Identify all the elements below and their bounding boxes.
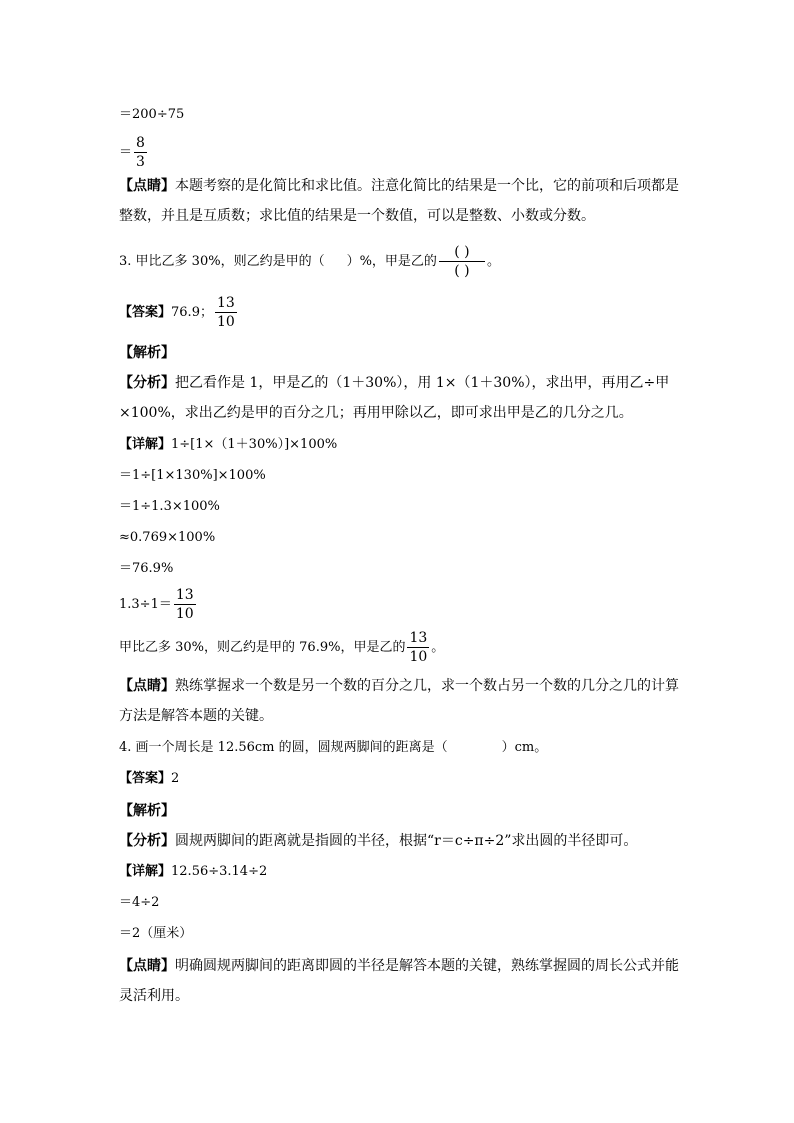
analysis-header-3 xyxy=(119,344,175,362)
tag: 【答案】 xyxy=(119,771,172,786)
numerator: 8 xyxy=(136,135,145,151)
blank-top: ( ) xyxy=(454,244,470,260)
detail-3-line-3 xyxy=(119,498,220,516)
calc-line-1 xyxy=(119,106,184,124)
tip1-line-b xyxy=(119,207,595,225)
text: 【解析】 xyxy=(119,803,175,819)
tag: 【答案】 xyxy=(119,305,172,320)
text: 2 xyxy=(171,771,180,786)
text: 【解析】 xyxy=(119,345,175,361)
denominator: 3 xyxy=(136,154,145,170)
detail-3-line-1 xyxy=(119,436,337,454)
text: ＝76.9% xyxy=(119,561,174,576)
numerator: 13 xyxy=(216,295,235,311)
text: 。 xyxy=(431,640,445,655)
detail-4-line-2 xyxy=(119,894,159,912)
text: 整数，并且是互质数；求比值的结果是一个数值，可以是整数、小数或分数。 xyxy=(119,208,595,224)
fraction-13-10 xyxy=(174,588,196,621)
fraction-13-10 xyxy=(407,631,429,664)
text: ）cm。 xyxy=(501,740,548,755)
text: ＝1÷[1×130%]×100% xyxy=(119,468,266,483)
analysis-3-line-b xyxy=(119,404,633,422)
question-4 xyxy=(119,739,547,757)
blank-fraction xyxy=(439,245,485,278)
text: 1÷[1×（1＋30%）]×100% xyxy=(171,437,338,452)
analysis-4 xyxy=(119,832,637,850)
fraction-bar xyxy=(174,604,196,605)
tag: 【分析】 xyxy=(119,833,175,849)
detail-3-line-7 xyxy=(119,631,444,664)
denominator: 10 xyxy=(175,606,194,622)
text: 12.56÷3.14÷2 xyxy=(171,864,268,879)
tag: 【点睛】 xyxy=(119,958,175,974)
answer-3 xyxy=(119,296,239,329)
fraction-8-3 xyxy=(134,136,147,169)
fraction-bar xyxy=(215,312,237,313)
tag: 【详解】 xyxy=(119,437,172,452)
text: ×100%，求出乙约是甲的百分之几；再用甲除以乙，即可求出甲是乙的几分之几。 xyxy=(119,405,633,421)
tag: 【点睛】 xyxy=(119,178,175,194)
text: ＝4÷2 xyxy=(119,895,160,910)
detail-4-line-3 xyxy=(119,925,192,943)
text: 甲比乙多 30%，则乙约是甲的 76.9%，甲是乙的 xyxy=(119,640,406,655)
detail-3-line-2 xyxy=(119,467,266,485)
text: 4. 画一个周长是 12.56cm 的圆，圆规两脚间的距离是（ xyxy=(119,740,448,755)
calc-line-2 xyxy=(119,136,149,169)
tip4-line-b xyxy=(119,987,189,1005)
fraction-13-10 xyxy=(215,296,237,329)
tag: 【详解】 xyxy=(119,864,172,879)
text: 76.9； xyxy=(171,305,213,320)
text: 明确圆规两脚间的距离即圆的半径是解答本题的关键，熟练掌握圆的周长公式并能 xyxy=(175,958,679,974)
text: 1.3÷1＝ xyxy=(119,597,172,612)
denominator: 10 xyxy=(216,314,235,330)
text: ＝200÷75 xyxy=(119,107,185,122)
text: 。 xyxy=(486,254,500,269)
text: 3. 甲比乙多 30%，则乙约是甲的（ xyxy=(119,254,325,269)
question-3 xyxy=(119,245,500,278)
tag: 【点睛】 xyxy=(119,678,175,694)
tip4-line-a xyxy=(119,957,679,975)
answer-4 xyxy=(119,770,179,788)
tip1-line-a xyxy=(119,177,679,195)
text: 圆规两脚间的距离就是指圆的半径，根据“r＝c÷π÷2”求出圆的半径即可。 xyxy=(175,833,638,849)
text: 方法是解答本题的关键。 xyxy=(119,708,273,724)
fraction-bar xyxy=(439,261,485,262)
text: ＝2（厘米） xyxy=(119,926,193,941)
fraction-bar xyxy=(134,152,147,153)
text: ≈0.769×100% xyxy=(119,530,216,545)
tip3-line-a xyxy=(119,677,679,695)
text: ＝ xyxy=(119,145,133,160)
text: 熟练掌握求一个数是另一个数的百分之几，求一个数占另一个数的几分之几的计算 xyxy=(175,678,679,694)
denominator: 10 xyxy=(409,649,428,665)
text: 本题考察的是化简比和求比值。注意化简比的结果是一个比，它的前项和后项都是 xyxy=(175,178,679,194)
detail-3-line-5 xyxy=(119,560,173,578)
fraction-bar xyxy=(407,647,429,648)
tip3-line-b xyxy=(119,707,273,725)
blank-bottom: ( ) xyxy=(454,263,470,279)
numerator: 13 xyxy=(175,587,194,603)
text: ）%，甲是乙的 xyxy=(346,254,437,269)
detail-3-line-4 xyxy=(119,529,215,547)
numerator: 13 xyxy=(409,630,428,646)
text: 灵活利用。 xyxy=(119,988,189,1004)
tag: 【分析】 xyxy=(119,375,175,391)
detail-3-line-6 xyxy=(119,588,198,621)
analysis-header-4 xyxy=(119,802,175,820)
text: ＝1÷1.3×100% xyxy=(119,499,220,514)
text: 把乙看作是 1，甲是乙的（1＋30%），用 1×（1＋30%），求出甲，再用乙÷甲 xyxy=(175,375,670,391)
analysis-3-line-a xyxy=(119,374,669,392)
detail-4-line-1 xyxy=(119,863,267,881)
